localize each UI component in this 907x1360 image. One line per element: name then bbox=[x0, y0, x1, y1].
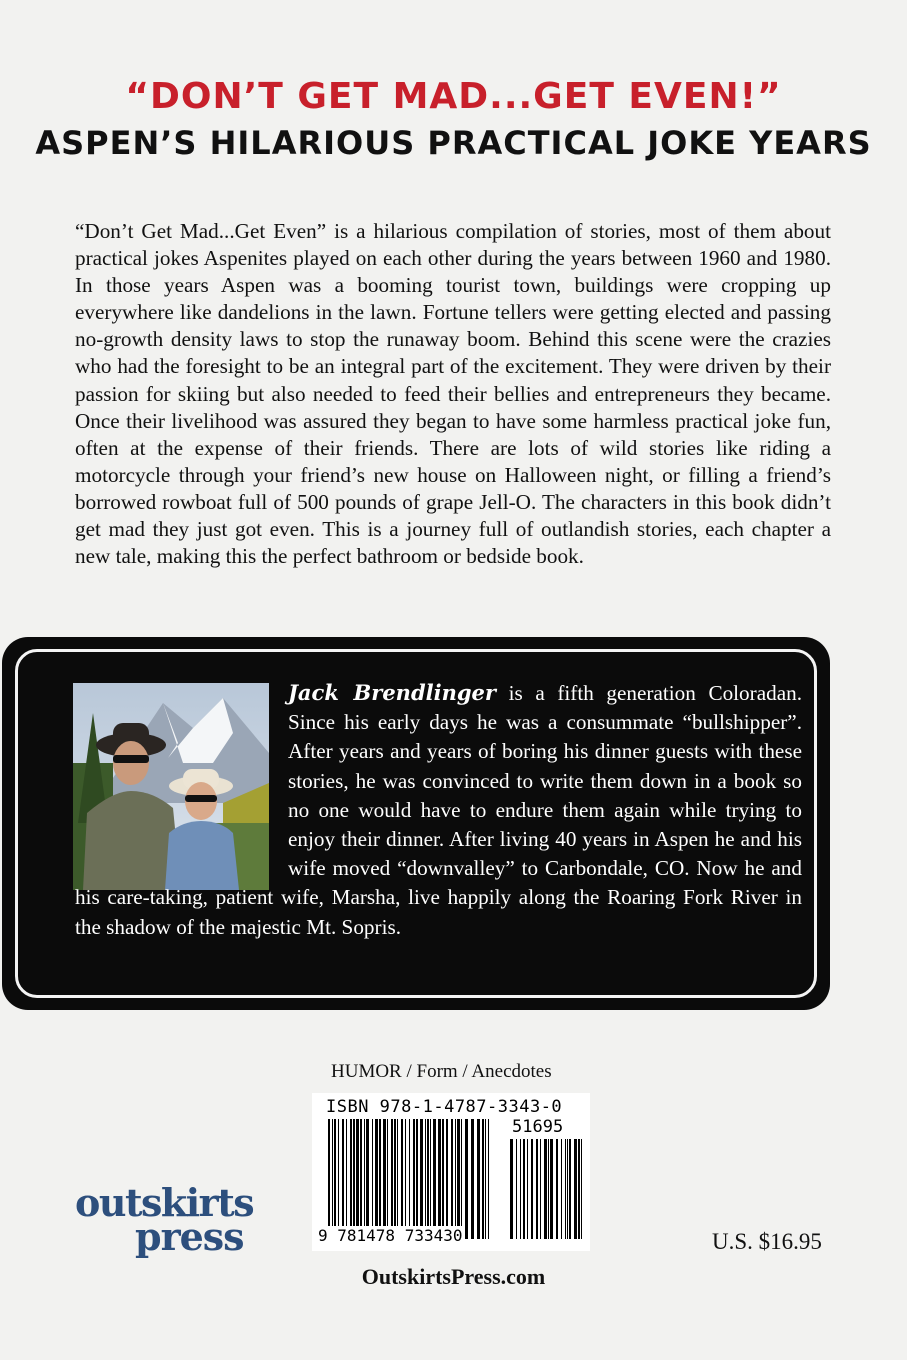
isbn-number: ISBN 978-1-4787-3343-0 bbox=[326, 1097, 563, 1117]
barcode-bar bbox=[328, 1119, 330, 1239]
barcode-bar bbox=[420, 1119, 423, 1239]
barcode-bar bbox=[565, 1139, 566, 1239]
barcode-bar bbox=[567, 1139, 568, 1239]
barcode-bar bbox=[364, 1119, 365, 1239]
barcode-bar bbox=[425, 1119, 426, 1239]
barcode-bar bbox=[360, 1119, 362, 1239]
barcode-bar bbox=[461, 1119, 462, 1239]
barcode-bar bbox=[394, 1119, 396, 1239]
barcode-bar bbox=[433, 1119, 436, 1239]
barcode-bar bbox=[465, 1119, 468, 1239]
barcode-bar bbox=[485, 1119, 486, 1239]
barcode-bar bbox=[531, 1139, 533, 1239]
barcode-bar bbox=[332, 1119, 333, 1239]
barcode-bar bbox=[342, 1119, 344, 1239]
barcode-bar bbox=[366, 1119, 369, 1239]
barcode-bar bbox=[520, 1139, 521, 1239]
publisher-website: OutskirtsPress.com bbox=[361, 1264, 546, 1289]
barcode-bar bbox=[556, 1139, 558, 1239]
barcode-bar bbox=[391, 1119, 393, 1239]
barcode-bar bbox=[540, 1139, 541, 1239]
bisac-category: HUMOR / Form / Anecdotes bbox=[331, 1061, 552, 1082]
barcode-bar bbox=[383, 1119, 386, 1239]
barcode-bar bbox=[527, 1139, 528, 1239]
barcode-bar bbox=[446, 1119, 448, 1239]
book-subtitle: ASPEN’S HILARIOUS PRACTICAL JOKE YEARS bbox=[35, 124, 872, 162]
barcode-bar bbox=[550, 1139, 553, 1239]
barcode-bar bbox=[455, 1119, 456, 1239]
isbn-barcode bbox=[312, 1093, 590, 1251]
barcode-bar bbox=[353, 1119, 355, 1239]
publisher-logo-line1: outskirts bbox=[75, 1180, 254, 1225]
book-title: “DON’T GET MAD...GET EVEN!” bbox=[125, 76, 782, 117]
barcode-bar bbox=[427, 1119, 429, 1239]
author-bio-text: is a fifth generation Coloradan. Since his early days he was a consummate “bullshipper”. After years and years of boring his dinner guests with these stories, he was convinced to write them down in a book so no one would have to endure them again while trying to enjoy their dinner. After living 40 years in Aspen he and his wife moved “downvalley” to Carbondale, CO. Now he and his care-taking, patient wife, Marsha, live happily along the Roaring Fork River in the shadow of the majestic Mt. Sopris. bbox=[75, 681, 802, 939]
barcode-bar bbox=[471, 1119, 474, 1239]
barcode-bar bbox=[457, 1119, 460, 1239]
barcode-bar bbox=[451, 1119, 453, 1239]
publisher-logo-line2: press bbox=[135, 1214, 244, 1259]
barcode-bar bbox=[405, 1119, 406, 1239]
barcode-bar bbox=[379, 1119, 381, 1239]
barcode-bar bbox=[488, 1119, 489, 1239]
barcode-bar bbox=[430, 1119, 431, 1239]
barcode-bar bbox=[413, 1119, 415, 1239]
ean-digits: 9 781478 733430 bbox=[318, 1226, 463, 1245]
barcode-bar bbox=[350, 1119, 352, 1239]
barcode-bar bbox=[442, 1119, 444, 1239]
barcode-bar bbox=[338, 1119, 339, 1239]
barcode-bar bbox=[569, 1139, 571, 1239]
retail-price: U.S. $16.95 bbox=[712, 1229, 822, 1254]
barcode-bar bbox=[438, 1119, 441, 1239]
publisher-logo bbox=[75, 1180, 254, 1270]
author-name: Jack Brendlinger bbox=[288, 680, 496, 705]
barcode-bar bbox=[401, 1119, 403, 1239]
author-bio bbox=[75, 678, 802, 942]
barcode-bar bbox=[397, 1119, 398, 1239]
barcode-bar bbox=[477, 1119, 480, 1239]
barcode-bar bbox=[516, 1139, 517, 1239]
barcode-bar bbox=[375, 1119, 378, 1239]
barcode-bar bbox=[346, 1119, 347, 1239]
book-description: “Don’t Get Mad...Get Even” is a hilarious compilation of stories, most of them about practical jokes Aspenites played on each other during the years between 1960 and 1980. In those years Aspen was a booming tourist town, buildings were cropping up everywhere like dandelions in the lawn. Fortune tellers were getting elected and passing no-growth density laws to stop the runaway boom. Behind this scene were the crazies who had the foresight to be an integral part of the excitement. They were driven by their passion for skiing but also needed to feed their bellies and entrepreneurs they became. Once their livelihood was assured they began to have some harmless practical joke fun, often at the expense of their friends. There are lots of wild stories like riding a motorcycle through your friend’s new house on Halloween night, or filling a friend’s borrowed rowboat full of 500 pounds of grape Jell-O. The characters in this book didn’t get mad they just got even. This is a journey full of outlandish stories, each chapter a new tale, making this the perfect bathroom or bedside book. bbox=[75, 219, 831, 569]
barcode-bar bbox=[574, 1139, 577, 1239]
barcode-bar bbox=[561, 1139, 562, 1239]
barcode-bar bbox=[536, 1139, 538, 1239]
barcode-bar bbox=[581, 1139, 582, 1239]
barcode-bar bbox=[482, 1119, 484, 1239]
barcode-bar bbox=[416, 1119, 418, 1239]
barcode-bar bbox=[356, 1119, 359, 1239]
price-code: 51695 bbox=[512, 1117, 564, 1137]
barcode-bar bbox=[544, 1139, 547, 1239]
barcode-bar bbox=[510, 1139, 513, 1239]
barcode-bar bbox=[578, 1139, 580, 1239]
barcode-bar bbox=[387, 1119, 388, 1239]
barcode-bar bbox=[372, 1119, 373, 1239]
barcode-bar bbox=[409, 1119, 410, 1239]
barcode-bar bbox=[334, 1119, 336, 1239]
barcode-bar bbox=[548, 1139, 549, 1239]
photo-spacer bbox=[75, 678, 288, 880]
barcode-bar bbox=[523, 1139, 525, 1239]
